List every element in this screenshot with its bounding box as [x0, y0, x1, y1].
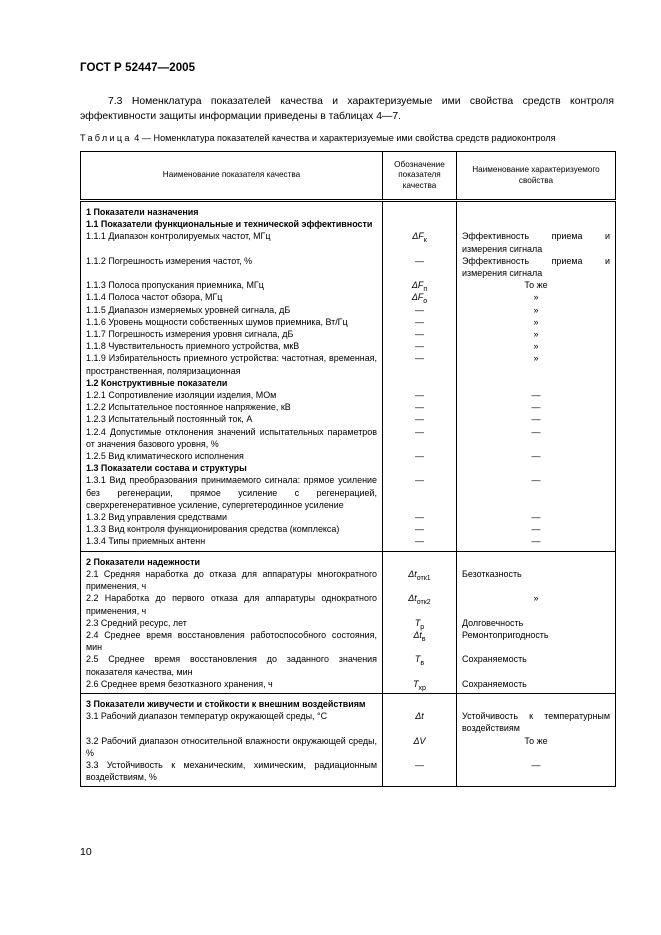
symbol-subscript: о: [423, 298, 428, 306]
table-row: [81, 474, 616, 511]
symbol-main: —: [415, 426, 424, 437]
table-row: [81, 653, 616, 677]
symbol-main: ΔF: [411, 280, 424, 291]
indicator-name-cell: 1.1.5 Диапазон измеряемых уровней сигнала, дБ: [81, 304, 383, 316]
property-cell: [457, 201, 616, 219]
property-cell: То же: [457, 279, 616, 291]
table-row: [81, 759, 616, 787]
symbol-main: T: [414, 617, 421, 628]
indicator-name-cell: 1 Показатели назначения: [81, 201, 383, 219]
indicator-symbol-cell: [383, 523, 457, 535]
symbol-main: T: [414, 654, 421, 665]
indicator-name-cell: 2.5 Среднее время восстановления до заданного значения показателя качества, мин: [81, 653, 383, 677]
indicator-symbol-cell: [383, 218, 457, 230]
property-cell: Эффективность приема и измерения сигнала: [457, 255, 616, 279]
property-cell: Долговечность: [457, 617, 616, 629]
table-row: [81, 352, 616, 376]
indicator-name-cell: 2.2 Наработка до первого отказа для аппаратуры однократного применения, ч: [81, 592, 383, 616]
indicator-name-cell: 3.2 Рабочий диапазон относительной влажности окружающей среды, %: [81, 735, 383, 759]
indicator-symbol-cell: [383, 735, 457, 759]
table-row: [81, 401, 616, 413]
indicator-symbol-cell: [383, 279, 457, 291]
symbol-main: —: [415, 451, 424, 462]
table-row: [81, 230, 616, 254]
symbol-main: —: [415, 304, 424, 315]
symbol-subscript: хр: [418, 684, 426, 692]
symbol-main: —: [415, 316, 424, 327]
indicator-symbol-cell: [383, 352, 457, 376]
property-cell: —: [457, 474, 616, 511]
indicator-symbol-cell: [383, 328, 457, 340]
page-number: 10: [80, 846, 92, 858]
indicator-symbol-cell: [383, 316, 457, 328]
table-row: [81, 413, 616, 425]
property-cell: [457, 551, 616, 568]
property-cell: »: [457, 340, 616, 352]
table-row: [81, 710, 616, 734]
indicator-symbol-cell: [383, 340, 457, 352]
table-caption-label: Таблица: [80, 133, 132, 143]
indicator-name-cell: 1.3.2 Вид управления средствами: [81, 511, 383, 523]
quality-indicators-table: [80, 151, 616, 787]
indicator-name-cell: 1.1.9 Избирательность приемного устройства: частотная, временная, пространственная, поляризационная: [81, 352, 383, 376]
symbol-main: —: [415, 512, 424, 523]
indicator-symbol-cell: [383, 230, 457, 254]
indicator-symbol-cell: [383, 653, 457, 677]
symbol-subscript: к: [423, 237, 427, 245]
symbol-main: —: [415, 255, 424, 266]
indicator-name-cell: 2 Показатели надежности: [81, 551, 383, 568]
symbol-subscript: отк1: [416, 574, 431, 582]
table-section-row: [81, 201, 616, 219]
document-header: ГОСТ Р 52447—2005: [80, 62, 196, 74]
property-cell: —: [457, 759, 616, 787]
property-cell: Сохраняемость: [457, 678, 616, 694]
property-cell: »: [457, 304, 616, 316]
indicator-name-cell: 1.1 Показатели функциональные и технической эффективности: [81, 218, 383, 230]
indicator-name-cell: 2.1 Средняя наработка до отказа для аппаратуры многократного применения, ч: [81, 568, 383, 592]
indicator-name-cell: 2.3 Средний ресурс, лет: [81, 617, 383, 629]
property-cell: »: [457, 592, 616, 616]
indicator-name-cell: 1.1.3 Полоса пропускания приемника, МГц: [81, 279, 383, 291]
indicator-name-cell: 1.3.1 Вид преобразования принимаемого сигнала: прямое усиление без регенерации, прямое усиление с регенерацией, сверхрегенеративное усиление, супергетеродинное усиление: [81, 474, 383, 511]
indicator-name-cell: 1.3.4 Типы приемных антенн: [81, 535, 383, 551]
indicator-symbol-cell: [383, 474, 457, 511]
indicator-name-cell: 1.2.5 Вид климатического исполнения: [81, 450, 383, 462]
indicator-name-cell: 2.4 Среднее время восстановления работоспособного состояния, мин: [81, 629, 383, 653]
property-cell: —: [457, 450, 616, 462]
indicator-symbol-cell: [383, 629, 457, 653]
indicator-symbol-cell: [383, 617, 457, 629]
symbol-main: ΔF: [411, 292, 424, 303]
table-row: [81, 316, 616, 328]
symbol-main: —: [415, 524, 424, 535]
property-cell: Ремонтопригодность: [457, 629, 616, 653]
table-body: [81, 201, 616, 787]
indicator-name-cell: 1.1.2 Погрешность измерения частот, %: [81, 255, 383, 279]
table-row: [81, 279, 616, 291]
property-cell: [457, 377, 616, 389]
indicator-name-cell: 1.2.1 Сопротивление изоляции изделия, МОм: [81, 389, 383, 401]
property-cell: [457, 218, 616, 230]
property-cell: [457, 693, 616, 710]
indicator-symbol-cell: [383, 678, 457, 694]
table-row: [81, 340, 616, 352]
indicator-name-cell: 1.2.4 Допустимые отклонения значений испытательных параметров от значения базового уровня, %: [81, 426, 383, 450]
indicator-symbol-cell: [383, 551, 457, 568]
symbol-main: —: [415, 390, 424, 401]
table-row: [81, 735, 616, 759]
symbol-subscript: в: [420, 660, 425, 668]
indicator-name-cell: 3.1 Рабочий диапазон температур окружающей среды, °С: [81, 710, 383, 734]
symbol-main: Δt: [413, 629, 422, 640]
symbol-main: T: [413, 678, 419, 689]
indicator-name-cell: 1.1.8 Чувствительность приемного устройства, мкВ: [81, 340, 383, 352]
property-cell: —: [457, 426, 616, 450]
property-cell: »: [457, 291, 616, 303]
indicator-name-cell: 2.6 Среднее время безотказного хранения, ч: [81, 678, 383, 694]
indicator-symbol-cell: [383, 511, 457, 523]
indicator-symbol-cell: [383, 389, 457, 401]
table-row: [81, 568, 616, 592]
symbol-subscript: в: [421, 635, 426, 643]
symbol-main: —: [415, 536, 424, 547]
symbol-main: ΔV: [413, 735, 426, 746]
table-caption: [80, 133, 620, 143]
table-section-row: [81, 551, 616, 568]
symbol-main: ΔF: [412, 231, 424, 242]
header-indicator-symbol: Обозначение показателя качества: [383, 152, 457, 201]
property-cell: —: [457, 523, 616, 535]
symbol-main: —: [415, 475, 424, 486]
symbol-main: Δt: [408, 593, 417, 604]
table-row: [81, 678, 616, 694]
indicator-symbol-cell: [383, 413, 457, 425]
indicator-symbol-cell: [383, 462, 457, 474]
table-section-row: [81, 693, 616, 710]
table-caption-text: 4 — Номенклатура показателей качества и характеризуемые ими свойства средств радиоконтроля: [131, 133, 556, 143]
symbol-main: Δt: [415, 711, 424, 722]
property-cell: —: [457, 401, 616, 413]
indicator-name-cell: 1.1.4 Полоса частот обзора, МГц: [81, 291, 383, 303]
header-indicator-name: Наименование показателя качества: [81, 152, 383, 201]
property-cell: —: [457, 511, 616, 523]
table-row: [81, 304, 616, 316]
property-cell: »: [457, 328, 616, 340]
symbol-subscript: отк2: [416, 599, 431, 607]
symbol-main: —: [415, 329, 424, 340]
symbol-main: —: [415, 759, 424, 770]
table-section-row: [81, 218, 616, 230]
table-row: [81, 389, 616, 401]
symbol-main: —: [415, 341, 424, 352]
table-row: [81, 535, 616, 551]
property-cell: Эффективность приема и измерения сигнала: [457, 230, 616, 254]
symbol-main: Δt: [408, 568, 417, 579]
indicator-name-cell: 1.3 Показатели состава и структуры: [81, 462, 383, 474]
indicator-symbol-cell: [383, 693, 457, 710]
indicator-symbol-cell: [383, 450, 457, 462]
indicator-symbol-cell: [383, 710, 457, 734]
header-property: Наименование характеризуемого свойства: [457, 152, 616, 201]
indicator-symbol-cell: [383, 426, 457, 450]
table-section-row: [81, 377, 616, 389]
indicator-name-cell: 1.3.3 Вид контроля функционирования средства (комплекса): [81, 523, 383, 535]
property-cell: »: [457, 316, 616, 328]
indicator-symbol-cell: [383, 759, 457, 787]
property-cell: То же: [457, 735, 616, 759]
property-cell: Безотказность: [457, 568, 616, 592]
indicator-name-cell: 3 Показатели живучести и стойкости к внешним воздействиям: [81, 693, 383, 710]
table-row: [81, 255, 616, 279]
property-cell: —: [457, 389, 616, 401]
table-row: [81, 617, 616, 629]
table-row: [81, 328, 616, 340]
table-row: [81, 511, 616, 523]
property-cell: Устойчивость к температурным воздействиям: [457, 710, 616, 734]
symbol-main: —: [415, 414, 424, 425]
property-cell: Сохраняемость: [457, 653, 616, 677]
property-cell: [457, 462, 616, 474]
indicator-symbol-cell: [383, 535, 457, 551]
table-row: [81, 592, 616, 616]
indicator-symbol-cell: [383, 377, 457, 389]
symbol-main: —: [415, 353, 424, 364]
table-row: [81, 426, 616, 450]
indicator-symbol-cell: [383, 291, 457, 306]
indicator-name-cell: 1.1.7 Погрешность измерения уровня сигнала, дБ: [81, 328, 383, 340]
table-row: [81, 629, 616, 653]
indicator-name-cell: 1.2.3 Испытательный постоянный ток, А: [81, 413, 383, 425]
table-row: [81, 523, 616, 535]
property-cell: —: [457, 413, 616, 425]
indicator-name-cell: 3.3 Устойчивость к механическим, химическим, радиационным воздействиям, %: [81, 759, 383, 787]
indicator-name-cell: 1.2.2 Испытательное постоянное напряжение, кВ: [81, 401, 383, 413]
indicator-symbol-cell: [383, 304, 457, 316]
symbol-subscript: п: [423, 286, 428, 293]
indicator-symbol-cell: [383, 255, 457, 279]
table-row: [81, 450, 616, 462]
table-header-row: [81, 152, 616, 201]
table-row: [81, 291, 616, 303]
symbol-main: —: [415, 402, 424, 413]
property-cell: —: [457, 535, 616, 551]
intro-paragraph: 7.3 Номенклатура показателей качества и характеризуемые ими свойства средств контроля эффективности защиты информации приведены в таблицах 4—7.: [80, 96, 614, 122]
indicator-symbol-cell: [383, 401, 457, 413]
indicator-symbol-cell: [383, 592, 457, 616]
indicator-name-cell: 1.1.6 Уровень мощности собственных шумов приемника, Вт/Гц: [81, 316, 383, 328]
table-section-row: [81, 462, 616, 474]
property-cell: »: [457, 352, 616, 376]
indicator-name-cell: 1.2 Конструктивные показатели: [81, 377, 383, 389]
symbol-subscript: р: [420, 623, 425, 631]
indicator-symbol-cell: [383, 201, 457, 219]
indicator-name-cell: 1.1.1 Диапазон контролируемых частот, МГц: [81, 230, 383, 254]
indicator-symbol-cell: [383, 568, 457, 592]
